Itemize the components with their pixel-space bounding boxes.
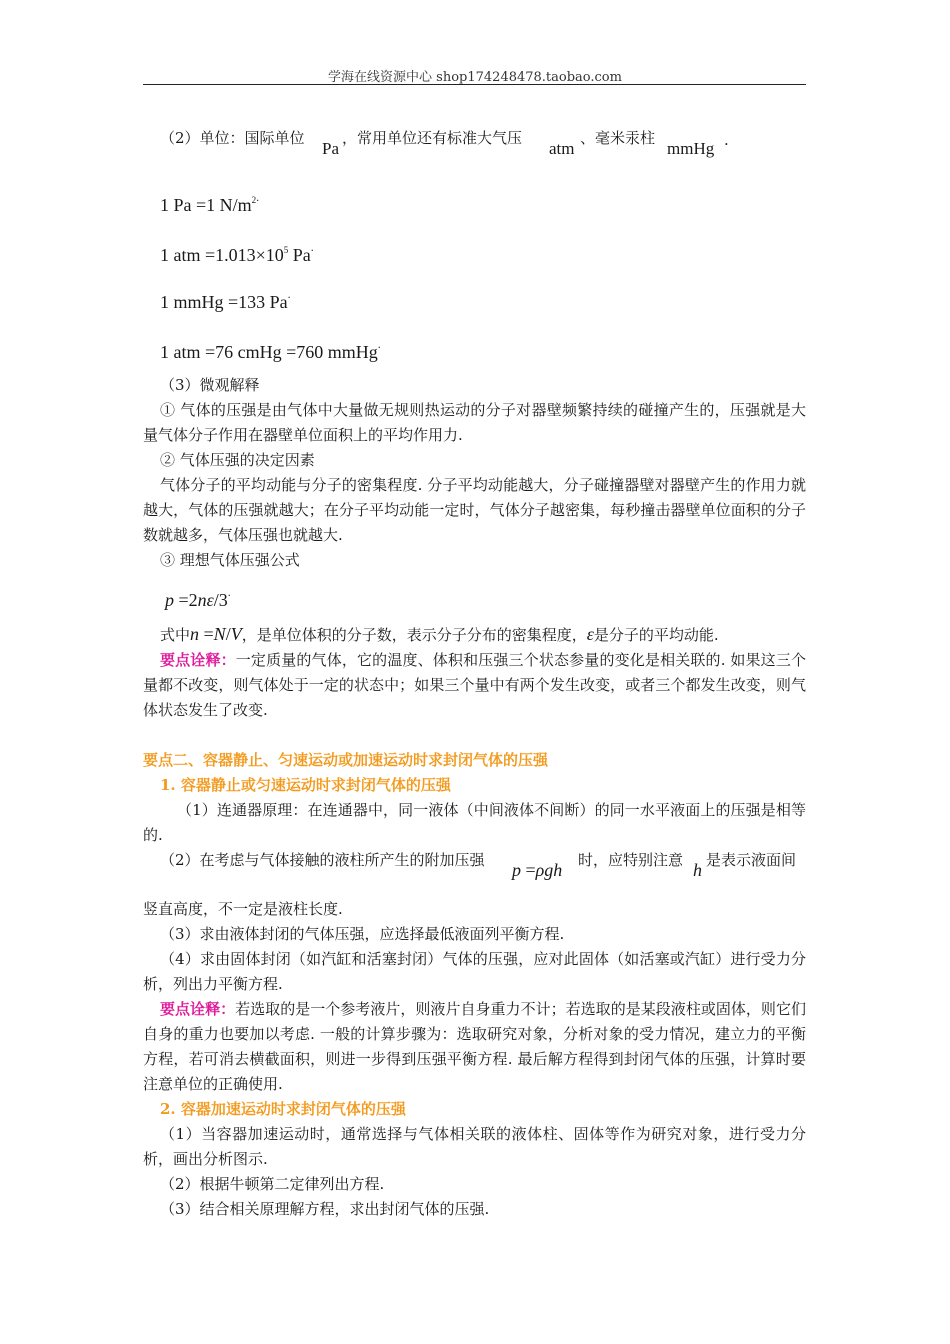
note-1 (143, 648, 806, 723)
units-line-end: . (724, 131, 729, 149)
section-2-p2-formula: p =ρgh (512, 860, 563, 880)
section-2-s2-p1: （1）当容器加速运动时，通常选择与气体相关联的液体柱、固体等作为研究对象，进行受力分析，画出分析图示. (143, 1125, 806, 1168)
section-2-p2-h: h (693, 860, 702, 880)
header-rule (143, 84, 806, 85)
equation-pa: 1 Pa =1 $N/m^{2.}$ (160, 190, 260, 215)
section-2-sub-1: 1. 容器静止或匀速运动时求封闭气体的压强 (160, 776, 451, 794)
note-1-text: 一定质量的气体，它的温度、体积和压强三个状态参量的变化是相关联的. 如果这三个量都不改变，则气体处于一定的状态中；如果三个量中有两个发生改变，或者三个都发生改变，则气体状态发生了改变. (143, 651, 806, 719)
micro-title: （3）微观解释 (160, 376, 260, 394)
units-line-b: ，常用单位还有标准大气压 (342, 129, 523, 147)
unit-atm: atm (549, 139, 575, 158)
micro-item-2-title: ② 气体压强的决定因素 (160, 451, 315, 469)
note-2-label: 要点诠释： (160, 1000, 236, 1018)
micro-item-1: ① 气体的压强是由气体中大量做无规则热运动的分子对器壁频繁持续的碰撞产生的，压强就是大量气体分子作用在器壁单位面积上的平均作用力. (143, 401, 806, 444)
note-1-label: 要点诠释： (160, 651, 236, 669)
section-2-sub-2: 2. 容器加速运动时求封闭气体的压强 (160, 1100, 406, 1118)
section-2-p2a: （2）在考虑与气体接触的液柱所产生的附加压强 (160, 851, 485, 869)
micro-item-3-title: ③ 理想气体压强公式 (160, 551, 300, 569)
micro-item-2-body: 气体分子的平均动能与分子的密集程度. 分子平均动能越大，分子碰撞器壁对器壁产生的作用力就越大，气体的压强就越大；在分子平均动能一定时，气体分子越密集，每秒撞击器壁单位面积的分子数就越多，气体压强也就越大. (143, 476, 806, 544)
unit-pa: Pa (322, 139, 339, 158)
pressure-formula: p =2nε/3. (165, 585, 231, 610)
equation-atm-mmhg: 1 atm =76 cmHg =760 mmHg. (160, 337, 381, 362)
section-2-p3: （3）求由液体封闭的气体压强，应选择最低液面列平衡方程. (160, 925, 565, 943)
section-2-p4: （4）求由固体封闭（如汽缸和活塞封闭）气体的压强，应对此固体（如活塞或汽缸）进行受力分析，列出力平衡方程. (143, 950, 806, 993)
section-2-p2d: 竖直高度，不一定是液柱长度. (143, 900, 343, 918)
units-line-a: （2）单位：国际单位 (160, 129, 305, 147)
equation-atm-pa: 1 atm $=1.013\times 10^5$ Pa. (160, 240, 314, 265)
section-2-s2-p2: （2）根据牛顿第二定律列出方程. (160, 1175, 385, 1193)
unit-mmhg: mmHg (667, 139, 715, 158)
section-2-p2b: 时，应特别注意 (578, 851, 684, 869)
formula-explanation: 式中n =N/V，是单位体积的分子数，表示分子分布的密集程度，ε是分子的平均动能. (160, 624, 719, 644)
section-2-s2-p3: （3）结合相关原理解方程，求出封闭气体的压强. (160, 1200, 490, 1218)
section-2-p2c: 是表示液面间 (706, 851, 797, 869)
page-header: 学海在线资源中心 shop174248478.taobao.com (328, 70, 622, 85)
section-2-p1: （1）连通器原理：在连通器中，同一液体（中间液体不间断）的同一水平液面上的压强是相等的. (143, 801, 806, 844)
note-2-text: 若选取的是一个参考液片，则液片自身重力不计；若选取的是某段液柱或固体，则它们自身的重力也要加以考虑. 一般的计算步骤为：选取研究对象，分析对象的受力情况，建立力的平衡方程，若可消去横截面积，则进一步得到压强平衡方程. 最后解方程得到封闭气体的压强，计算时要注意单位的正确使用. (143, 1000, 806, 1093)
section-2-title: 要点二、容器静止、匀速运动或加速运动时求封闭气体的压强 (143, 751, 549, 769)
note-2 (143, 997, 806, 1097)
equation-mmhg-pa: 1 mmHg =133 Pa. (160, 287, 291, 312)
units-line-c: 、毫米汞柱 (580, 129, 656, 147)
